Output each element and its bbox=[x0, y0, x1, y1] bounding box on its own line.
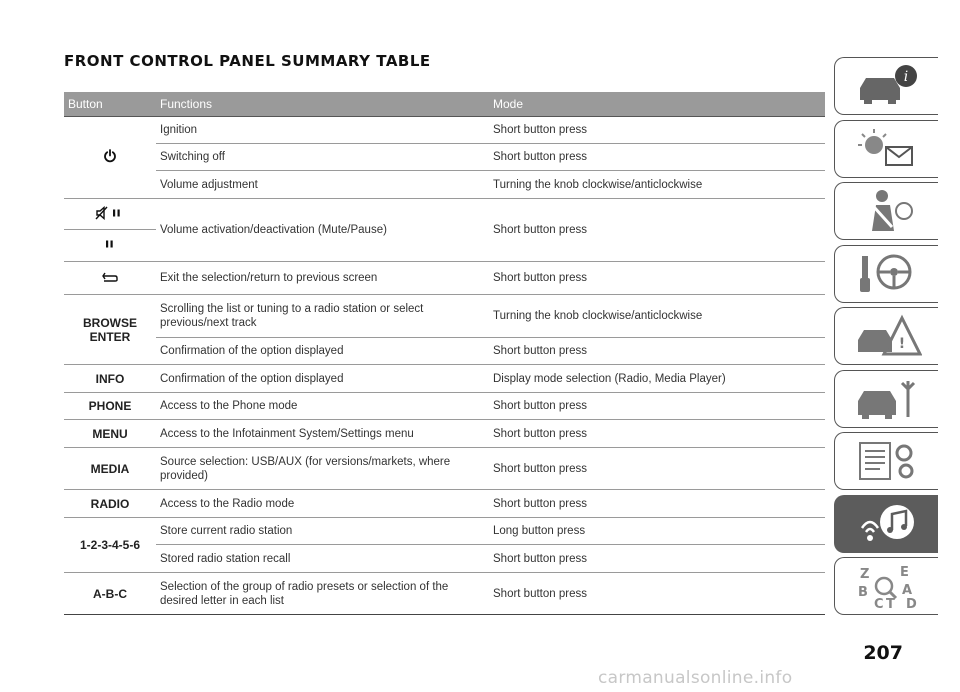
mode-cell: Short button press bbox=[489, 199, 825, 262]
mode-cell: Short button press bbox=[489, 393, 825, 420]
pause-icon bbox=[104, 237, 116, 254]
function-cell: Store current radio station bbox=[156, 518, 489, 545]
function-cell: Confirmation of the option displayed bbox=[156, 365, 489, 393]
specs-gear-icon bbox=[852, 437, 922, 485]
tab-emergency[interactable] bbox=[834, 307, 938, 365]
table-row bbox=[64, 393, 825, 420]
svg-text:A: A bbox=[901, 583, 912, 598]
tab-index[interactable] bbox=[834, 557, 938, 615]
button-cell-info: INFO bbox=[64, 365, 156, 393]
car-tools-icon bbox=[852, 375, 922, 423]
button-cell-radio: RADIO bbox=[64, 490, 156, 518]
svg-text:!: ! bbox=[898, 336, 905, 352]
mode-cell: Short button press bbox=[489, 573, 825, 615]
table-header-row bbox=[64, 92, 825, 117]
header-functions: Functions bbox=[156, 92, 489, 117]
mode-cell: Short button press bbox=[489, 117, 825, 144]
mode-cell: Display mode selection (Radio, Media Player) bbox=[489, 365, 825, 393]
warning-lights-icon bbox=[852, 125, 922, 173]
car-hazard-icon bbox=[852, 312, 922, 360]
button-cell-mute bbox=[64, 199, 156, 230]
mode-cell: Short button press bbox=[489, 420, 825, 448]
button-cell-menu: MENU bbox=[64, 420, 156, 448]
function-cell: Access to the Infotainment System/Settings menu bbox=[156, 420, 489, 448]
svg-text:D: D bbox=[905, 597, 917, 610]
function-cell: Exit the selection/return to previous screen bbox=[156, 262, 489, 295]
table-row bbox=[64, 117, 825, 144]
function-cell: Ignition bbox=[156, 117, 489, 144]
svg-text:C: C bbox=[873, 597, 884, 610]
back-arrow-icon bbox=[101, 271, 119, 286]
key-steering-icon bbox=[852, 250, 922, 298]
function-cell: Source selection: USB/AUX (for versions/markets, where provided) bbox=[156, 448, 489, 490]
mode-cell: Short button press bbox=[489, 545, 825, 573]
header-button: Button bbox=[64, 92, 156, 117]
chapter-tabs bbox=[834, 57, 938, 620]
button-cell-browse-enter: BROWSE ENTER bbox=[64, 295, 156, 365]
function-cell: Volume activation/deactivation (Mute/Pause) bbox=[156, 199, 489, 262]
function-cell: Confirmation of the option displayed bbox=[156, 338, 489, 365]
function-cell: Scrolling the list or tuning to a radio station or select previous/next track bbox=[156, 295, 489, 338]
function-cell: Selection of the group of radio presets or selection of the desired letter in each list bbox=[156, 573, 489, 615]
svg-text:T: T bbox=[885, 597, 895, 610]
svg-text:B: B bbox=[857, 585, 868, 600]
mode-cell: Long button press bbox=[489, 518, 825, 545]
mode-cell: Turning the knob clockwise/anticlockwise bbox=[489, 295, 825, 338]
svg-text:i: i bbox=[903, 69, 908, 85]
function-cell: Volume adjustment bbox=[156, 171, 489, 199]
tab-maintenance[interactable] bbox=[834, 370, 938, 428]
table-row bbox=[64, 338, 825, 365]
watermark: carmanualsonline.info bbox=[598, 668, 793, 688]
tab-technical-data[interactable] bbox=[834, 432, 938, 490]
mode-cell: Short button press bbox=[489, 144, 825, 171]
table-row bbox=[64, 262, 825, 295]
multimedia-icon bbox=[852, 500, 922, 548]
tab-starting-driving[interactable] bbox=[834, 245, 938, 303]
svg-text:E: E bbox=[899, 565, 909, 580]
seatbelt-airbag-icon bbox=[852, 187, 922, 235]
table-row bbox=[64, 518, 825, 545]
button-cell-power bbox=[64, 117, 156, 199]
mode-cell: Short button press bbox=[489, 338, 825, 365]
function-cell: Access to the Phone mode bbox=[156, 393, 489, 420]
mode-cell: Short button press bbox=[489, 490, 825, 518]
svg-text:Z: Z bbox=[859, 567, 869, 582]
table-row bbox=[64, 171, 825, 199]
table-row bbox=[64, 448, 825, 490]
tab-warning-lights[interactable] bbox=[834, 120, 938, 178]
mode-cell: Turning the knob clockwise/anticlockwise bbox=[489, 171, 825, 199]
mode-cell: Short button press bbox=[489, 448, 825, 490]
table-row bbox=[64, 490, 825, 518]
page-title: FRONT CONTROL PANEL SUMMARY TABLE bbox=[64, 52, 431, 70]
button-cell-phone: PHONE bbox=[64, 393, 156, 420]
function-cell: Switching off bbox=[156, 144, 489, 171]
table-row bbox=[64, 199, 825, 230]
tab-multimedia[interactable] bbox=[834, 495, 938, 553]
car-info-icon bbox=[852, 62, 922, 110]
button-cell-media: MEDIA bbox=[64, 448, 156, 490]
button-cell-back bbox=[64, 262, 156, 295]
tab-safety[interactable] bbox=[834, 182, 938, 240]
mute-pause-icon bbox=[95, 206, 125, 223]
table-row bbox=[64, 545, 825, 573]
power-icon bbox=[103, 149, 117, 166]
table-row bbox=[64, 295, 825, 338]
table-row bbox=[64, 420, 825, 448]
button-cell-presets: 1-2-3-4-5-6 bbox=[64, 518, 156, 573]
table-row bbox=[64, 144, 825, 171]
function-cell: Access to the Radio mode bbox=[156, 490, 489, 518]
function-cell: Stored radio station recall bbox=[156, 545, 489, 573]
button-cell-abc: A-B-C bbox=[64, 573, 156, 615]
mode-cell: Short button press bbox=[489, 262, 825, 295]
header-mode: Mode bbox=[489, 92, 825, 117]
button-cell-pause bbox=[64, 230, 156, 262]
summary-table bbox=[64, 92, 825, 615]
alphabetical-index-icon bbox=[852, 562, 922, 610]
page-number: 207 bbox=[863, 642, 903, 664]
table-row bbox=[64, 573, 825, 615]
table-row bbox=[64, 365, 825, 393]
tab-car-info[interactable] bbox=[834, 57, 938, 115]
